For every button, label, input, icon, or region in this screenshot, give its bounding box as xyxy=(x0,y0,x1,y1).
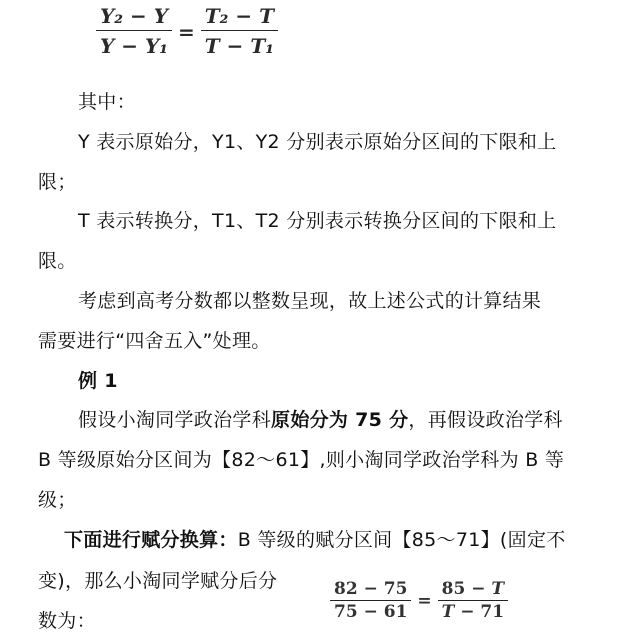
equals-sign: = xyxy=(178,19,195,44)
formula-top xyxy=(96,2,278,61)
formula-top-rhs-numerator: T₂ − T xyxy=(204,4,274,28)
formula-bottom-rhs xyxy=(438,578,508,623)
para-rounding-line2: 需要进行“四舍五入”处理。 xyxy=(38,330,271,352)
example-line1-bold: 原始分为 75 分 xyxy=(271,409,409,431)
rhs-denominator-variable: T xyxy=(441,602,455,622)
example-heading: 例 1 xyxy=(78,370,118,392)
calc-line3: 数为： xyxy=(38,610,96,632)
para-t-definition-line1: T 表示转换分，T1、T2 分别表示转换分区间的下限和上 xyxy=(78,210,557,232)
calc-line1-post: B 等级的赋分区间【85～71】(固定不 xyxy=(237,529,566,551)
formula-top-rhs xyxy=(201,2,278,61)
formula-top-lhs-numerator: Y₂ − Y xyxy=(100,4,168,28)
formula-top-lhs xyxy=(96,2,172,61)
example-line1 xyxy=(78,408,563,432)
rhs-numerator-variable: T xyxy=(491,579,505,599)
example-line1-pre: 假设小淘同学政治学科 xyxy=(78,409,272,431)
para-qizhong: 其中： xyxy=(78,91,136,113)
para-t-definition-line2: 限。 xyxy=(38,250,77,272)
calc-line1-bold: 下面进行赋分换算： xyxy=(64,529,238,551)
formula-bottom-lhs xyxy=(330,578,411,623)
formula-bottom-rhs-numerator xyxy=(438,578,508,600)
example-line2: B 等级原始分区间为【82～61】,则小淘同学政治学科为 B 等 xyxy=(38,449,565,471)
para-rounding-line1: 考虑到高考分数都以整数呈现，故上述公式的计算结果 xyxy=(78,290,542,312)
rhs-numerator-constant: 85 − xyxy=(441,579,492,599)
example-line1-post: ，再假设政治学科 xyxy=(408,409,563,431)
calc-line2: 变)，那么小淘同学赋分后分 xyxy=(38,570,278,592)
formula-bottom-lhs-numerator: 82 − 75 xyxy=(334,579,408,599)
formula-bottom-lhs-denominator: 75 − 61 xyxy=(334,602,408,622)
para-y-definition-line1: Y 表示原始分，Y1、Y2 分别表示原始分区间的下限和上 xyxy=(78,131,557,153)
formula-top-lhs-denominator: Y − Y₁ xyxy=(100,34,168,58)
formula-bottom-rhs-denominator xyxy=(438,601,508,623)
formula-bottom xyxy=(330,578,508,623)
calc-line1 xyxy=(64,528,566,552)
equals-sign: = xyxy=(417,590,432,611)
example-line3: 级； xyxy=(38,489,77,511)
rhs-denominator-constant: − 71 xyxy=(454,602,505,622)
para-y-definition-line2: 限； xyxy=(38,171,77,193)
formula-top-rhs-denominator: T − T₁ xyxy=(204,34,274,58)
